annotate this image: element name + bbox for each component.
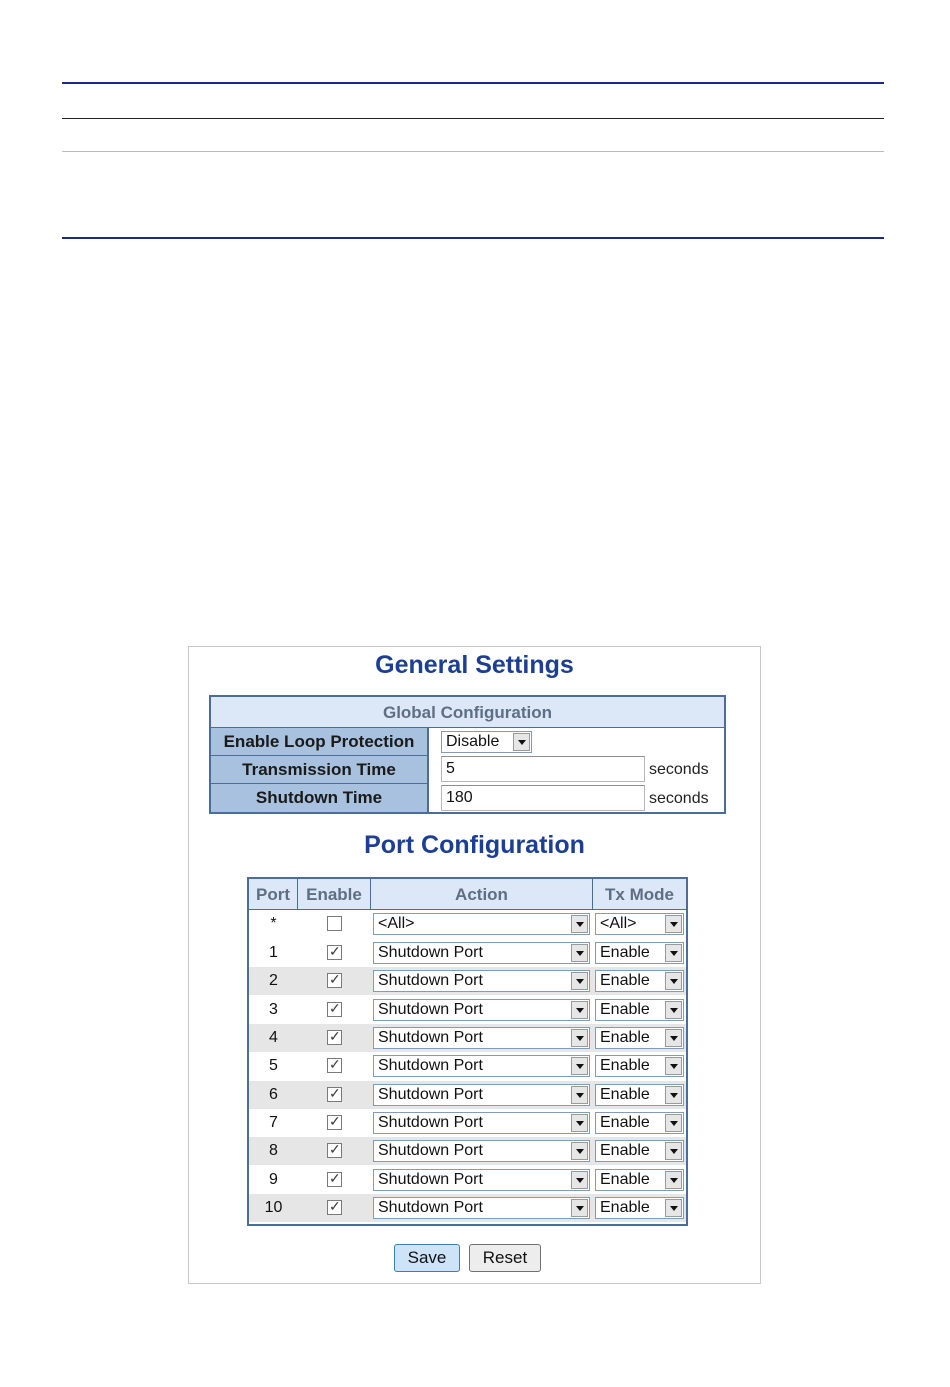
column-header-action: Action [371, 879, 593, 910]
port-number: 5 [269, 1057, 278, 1074]
port-configuration-table [247, 877, 688, 1226]
chevron-down-icon[interactable] [571, 1114, 588, 1132]
chevron-down-icon[interactable] [665, 1029, 682, 1047]
section-rule [62, 237, 884, 239]
table-row [249, 939, 686, 967]
chevron-down-icon[interactable] [571, 1001, 588, 1019]
tx-mode-select[interactable] [595, 1027, 684, 1049]
tx-mode-value: Enable [600, 1142, 650, 1159]
chevron-down-icon[interactable] [571, 944, 588, 962]
top-rule [62, 82, 884, 84]
table-row [249, 967, 686, 995]
header-divider [62, 151, 884, 152]
tx-mode-value: Enable [600, 1171, 650, 1188]
action-value: Shutdown Port [378, 1114, 483, 1131]
enable-loop-protection-label: Enable Loop Protection [211, 728, 429, 756]
port-number: 9 [269, 1171, 278, 1188]
action-value: Shutdown Port [378, 1171, 483, 1188]
action-value: Shutdown Port [378, 944, 483, 961]
chevron-down-icon[interactable] [571, 1142, 588, 1160]
chevron-down-icon[interactable] [665, 1114, 682, 1132]
chevron-down-icon[interactable] [665, 1142, 682, 1160]
table-row [249, 1166, 686, 1194]
port-number: 3 [269, 1001, 278, 1018]
tx-mode-select[interactable] [595, 1197, 684, 1219]
table-row [249, 910, 686, 938]
table-row [249, 1137, 686, 1165]
action-value: Shutdown Port [378, 1086, 483, 1103]
chevron-down-icon[interactable] [665, 944, 682, 962]
tx-mode-select[interactable] [595, 1055, 684, 1077]
enable-checkbox[interactable] [327, 1087, 342, 1102]
action-value: Shutdown Port [378, 1142, 483, 1159]
tx-mode-value: Enable [600, 1057, 650, 1074]
save-button[interactable]: Save [394, 1244, 460, 1272]
enable-checkbox[interactable] [327, 945, 342, 960]
action-select[interactable] [373, 1197, 590, 1219]
column-header-tx-mode: Tx Mode [593, 879, 686, 910]
tx-mode-select[interactable] [595, 970, 684, 992]
tx-mode-select[interactable] [595, 1084, 684, 1106]
tx-mode-select[interactable] [595, 913, 684, 935]
action-value: <All> [378, 915, 415, 932]
action-value: Shutdown Port [378, 1199, 483, 1216]
tx-mode-value: Enable [600, 1086, 650, 1103]
action-select[interactable] [373, 970, 590, 992]
transmission-time-input[interactable]: 5 [441, 756, 645, 782]
enable-checkbox[interactable] [327, 1058, 342, 1073]
enable-checkbox[interactable] [327, 973, 342, 988]
action-select[interactable] [373, 999, 590, 1021]
action-value: Shutdown Port [378, 1029, 483, 1046]
action-select[interactable] [373, 1140, 590, 1162]
chevron-down-icon[interactable] [571, 972, 588, 990]
tx-mode-select[interactable] [595, 942, 684, 964]
chevron-down-icon[interactable] [665, 1001, 682, 1019]
action-select[interactable] [373, 1112, 590, 1134]
port-configuration-title: Port Configuration [364, 831, 585, 859]
action-select[interactable] [373, 1084, 590, 1106]
global-configuration-table [209, 695, 726, 814]
shutdown-time-unit: seconds [649, 790, 709, 807]
enable-checkbox[interactable] [327, 1030, 342, 1045]
chevron-down-icon[interactable] [665, 1171, 682, 1189]
tx-mode-value: Enable [600, 972, 650, 989]
chevron-down-icon[interactable] [571, 1171, 588, 1189]
port-number: 8 [269, 1142, 278, 1159]
general-settings-title: General Settings [375, 651, 574, 679]
port-number: * [270, 915, 277, 932]
enable-checkbox[interactable] [327, 1200, 342, 1215]
action-select[interactable] [373, 1055, 590, 1077]
column-header-port: Port [249, 879, 298, 910]
action-select[interactable] [373, 1169, 590, 1191]
chevron-down-icon[interactable] [665, 972, 682, 990]
enable-checkbox[interactable] [327, 1115, 342, 1130]
table-row [249, 1109, 686, 1137]
enable-loop-protection-value: Disable [446, 733, 500, 750]
column-header-enable: Enable [298, 879, 371, 910]
loop-protection-panel [188, 646, 761, 1284]
tx-mode-select[interactable] [595, 999, 684, 1021]
port-number: 4 [269, 1029, 278, 1046]
enable-checkbox[interactable] [327, 1143, 342, 1158]
chevron-down-icon[interactable] [571, 1057, 588, 1075]
chevron-down-icon[interactable] [665, 1086, 682, 1104]
header-rule [62, 118, 884, 119]
enable-checkbox[interactable] [327, 1172, 342, 1187]
reset-button[interactable]: Reset [469, 1244, 541, 1272]
tx-mode-select[interactable] [595, 1112, 684, 1134]
port-number: 6 [269, 1086, 278, 1103]
chevron-down-icon[interactable] [571, 1029, 588, 1047]
table-row [249, 996, 686, 1024]
enable-checkbox[interactable] [327, 1002, 342, 1017]
tx-mode-value: Enable [600, 1199, 650, 1216]
transmission-time-unit: seconds [649, 761, 709, 778]
shutdown-time-input[interactable]: 180 [441, 785, 645, 811]
tx-mode-value: <All> [600, 915, 637, 932]
action-value: Shutdown Port [378, 1057, 483, 1074]
chevron-down-icon[interactable] [665, 1199, 682, 1217]
tx-mode-value: Enable [600, 1001, 650, 1018]
chevron-down-icon[interactable] [571, 1199, 588, 1217]
tx-mode-select[interactable] [595, 1169, 684, 1191]
chevron-down-icon[interactable] [571, 915, 588, 933]
tx-mode-select[interactable] [595, 1140, 684, 1162]
chevron-down-icon[interactable] [665, 915, 682, 933]
port-number: 2 [269, 972, 278, 989]
port-number: 1 [269, 944, 278, 961]
action-select[interactable] [373, 1027, 590, 1049]
tx-mode-value: Enable [600, 1114, 650, 1131]
tx-mode-value: Enable [600, 1029, 650, 1046]
action-select[interactable] [373, 913, 590, 935]
table-row [249, 1052, 686, 1080]
transmission-time-label: Transmission Time [211, 756, 429, 784]
action-value: Shutdown Port [378, 972, 483, 989]
port-number: 7 [269, 1114, 278, 1131]
shutdown-time-label: Shutdown Time [211, 784, 429, 812]
action-value: Shutdown Port [378, 1001, 483, 1018]
table-row [249, 1081, 686, 1109]
table-row [249, 1024, 686, 1052]
chevron-down-icon[interactable] [571, 1086, 588, 1104]
chevron-down-icon[interactable] [513, 733, 530, 751]
tx-mode-value: Enable [600, 944, 650, 961]
table-row [249, 1194, 686, 1222]
enable-checkbox[interactable] [327, 916, 342, 931]
enable-loop-protection-select[interactable] [441, 731, 532, 753]
port-number: 10 [264, 1199, 283, 1216]
global-configuration-header: Global Configuration [211, 697, 724, 728]
chevron-down-icon[interactable] [665, 1057, 682, 1075]
action-select[interactable] [373, 942, 590, 964]
